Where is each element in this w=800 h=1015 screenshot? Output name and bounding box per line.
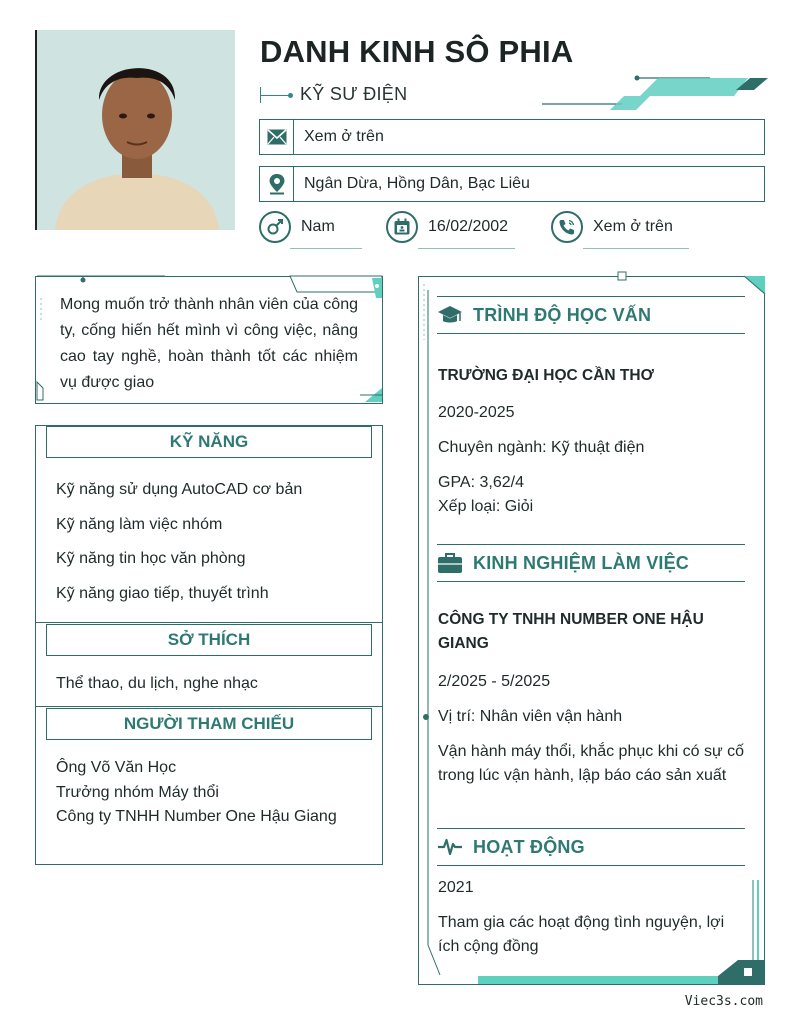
reference-company: Công ty TNHH Number One Hậu Giang [56,808,337,825]
skill-item: Kỹ năng tin học văn phòng [56,550,246,567]
education-gpa: GPA: 3,62/4 [438,474,524,491]
birthday-item [386,210,508,244]
graduation-cap-icon [437,302,463,328]
job-title-row [260,84,407,105]
experience-position: Vị trí: Nhân viên vận hành [438,708,623,725]
avatar [37,30,235,230]
experience-heading [437,544,745,582]
activities-heading [437,828,745,866]
company-name: CÔNG TY TNHH NUMBER ONE HẬU GIANG [438,611,704,652]
birthday-value: 16/02/2002 [428,218,509,235]
address-row [259,166,765,202]
skill-item: Kỹ năng làm việc nhóm [56,516,223,533]
education-title: TRÌNH ĐỘ HỌC VẤN [473,304,652,325]
activities-title: HOẠT ĐỘNG [473,836,585,857]
email-row [259,119,765,155]
skill-item: Kỹ năng giao tiếp, thuyết trình [56,585,269,602]
activity-year: 2021 [438,879,474,896]
title-line-decoration [260,85,292,105]
experience-title: KINH NGHIỆM LÀM VIỆC [473,552,690,573]
education-period: 2020-2025 [438,404,515,421]
activity-description: Tham gia các hoạt động tình nguyện, lợi ích cộng đồng [438,914,725,955]
education-heading [437,296,745,334]
references-heading: NGƯỜI THAM CHIẾU [46,708,372,740]
job-title: KỸ SƯ ĐIỆN [300,84,408,104]
mail-icon [260,120,294,154]
pulse-icon [437,834,463,860]
calendar-icon [386,211,418,243]
hobbies-text: Thể thao, du lịch, nghe nhạc [56,675,258,692]
education-major: Chuyên ngành: Kỹ thuật điện [438,439,645,456]
reference-name: Ông Võ Văn Học [56,759,177,776]
address-value: Ngân Dừa, Hồng Dân, Bạc Liêu [304,175,530,192]
career-objective: Mong muốn trở thành nhân viên của công ty, cống hiến hết mình vì công việc, nâng cao tay nghề, hoàn thành tốt các nhiệm vụ được giao [60,296,358,391]
phone-item [551,210,673,244]
profile-photo [35,30,235,230]
footer-watermark: Viec3s.com [684,994,763,1009]
birthday-underline [418,248,515,249]
phone-underline [583,248,689,249]
gender-underline [290,248,362,249]
gender-item [259,210,335,244]
experience-description: Vận hành máy thổi, khắc phục khi có sự cố trong lúc vận hành, lập báo cáo sản xuất [438,743,744,784]
circuit-decoration [540,72,770,114]
school-name: TRƯỜNG ĐẠI HỌC CẦN THƠ [438,367,654,384]
hobbies-heading: SỞ THÍCH [46,624,372,656]
candidate-name: DANH KINH SÔ PHIA [260,34,574,69]
section-divider [35,706,383,707]
skills-heading: KỸ NĂNG [46,426,372,458]
briefcase-icon [437,550,463,576]
gender-icon [259,211,291,243]
phone-icon [551,211,583,243]
reference-role: Trưởng nhóm Máy thổi [56,784,219,801]
gender-value: Nam [301,218,335,235]
phone-value[interactable]: Xem ở trên [593,218,673,235]
education-rank: Xếp loại: Giỏi [438,498,534,515]
section-divider [35,622,383,623]
location-pin-icon [260,167,294,201]
email-value[interactable]: Xem ở trên [304,128,384,145]
experience-period: 2/2025 - 5/2025 [438,673,551,690]
skill-item: Kỹ năng sử dụng AutoCAD cơ bản [56,481,303,498]
